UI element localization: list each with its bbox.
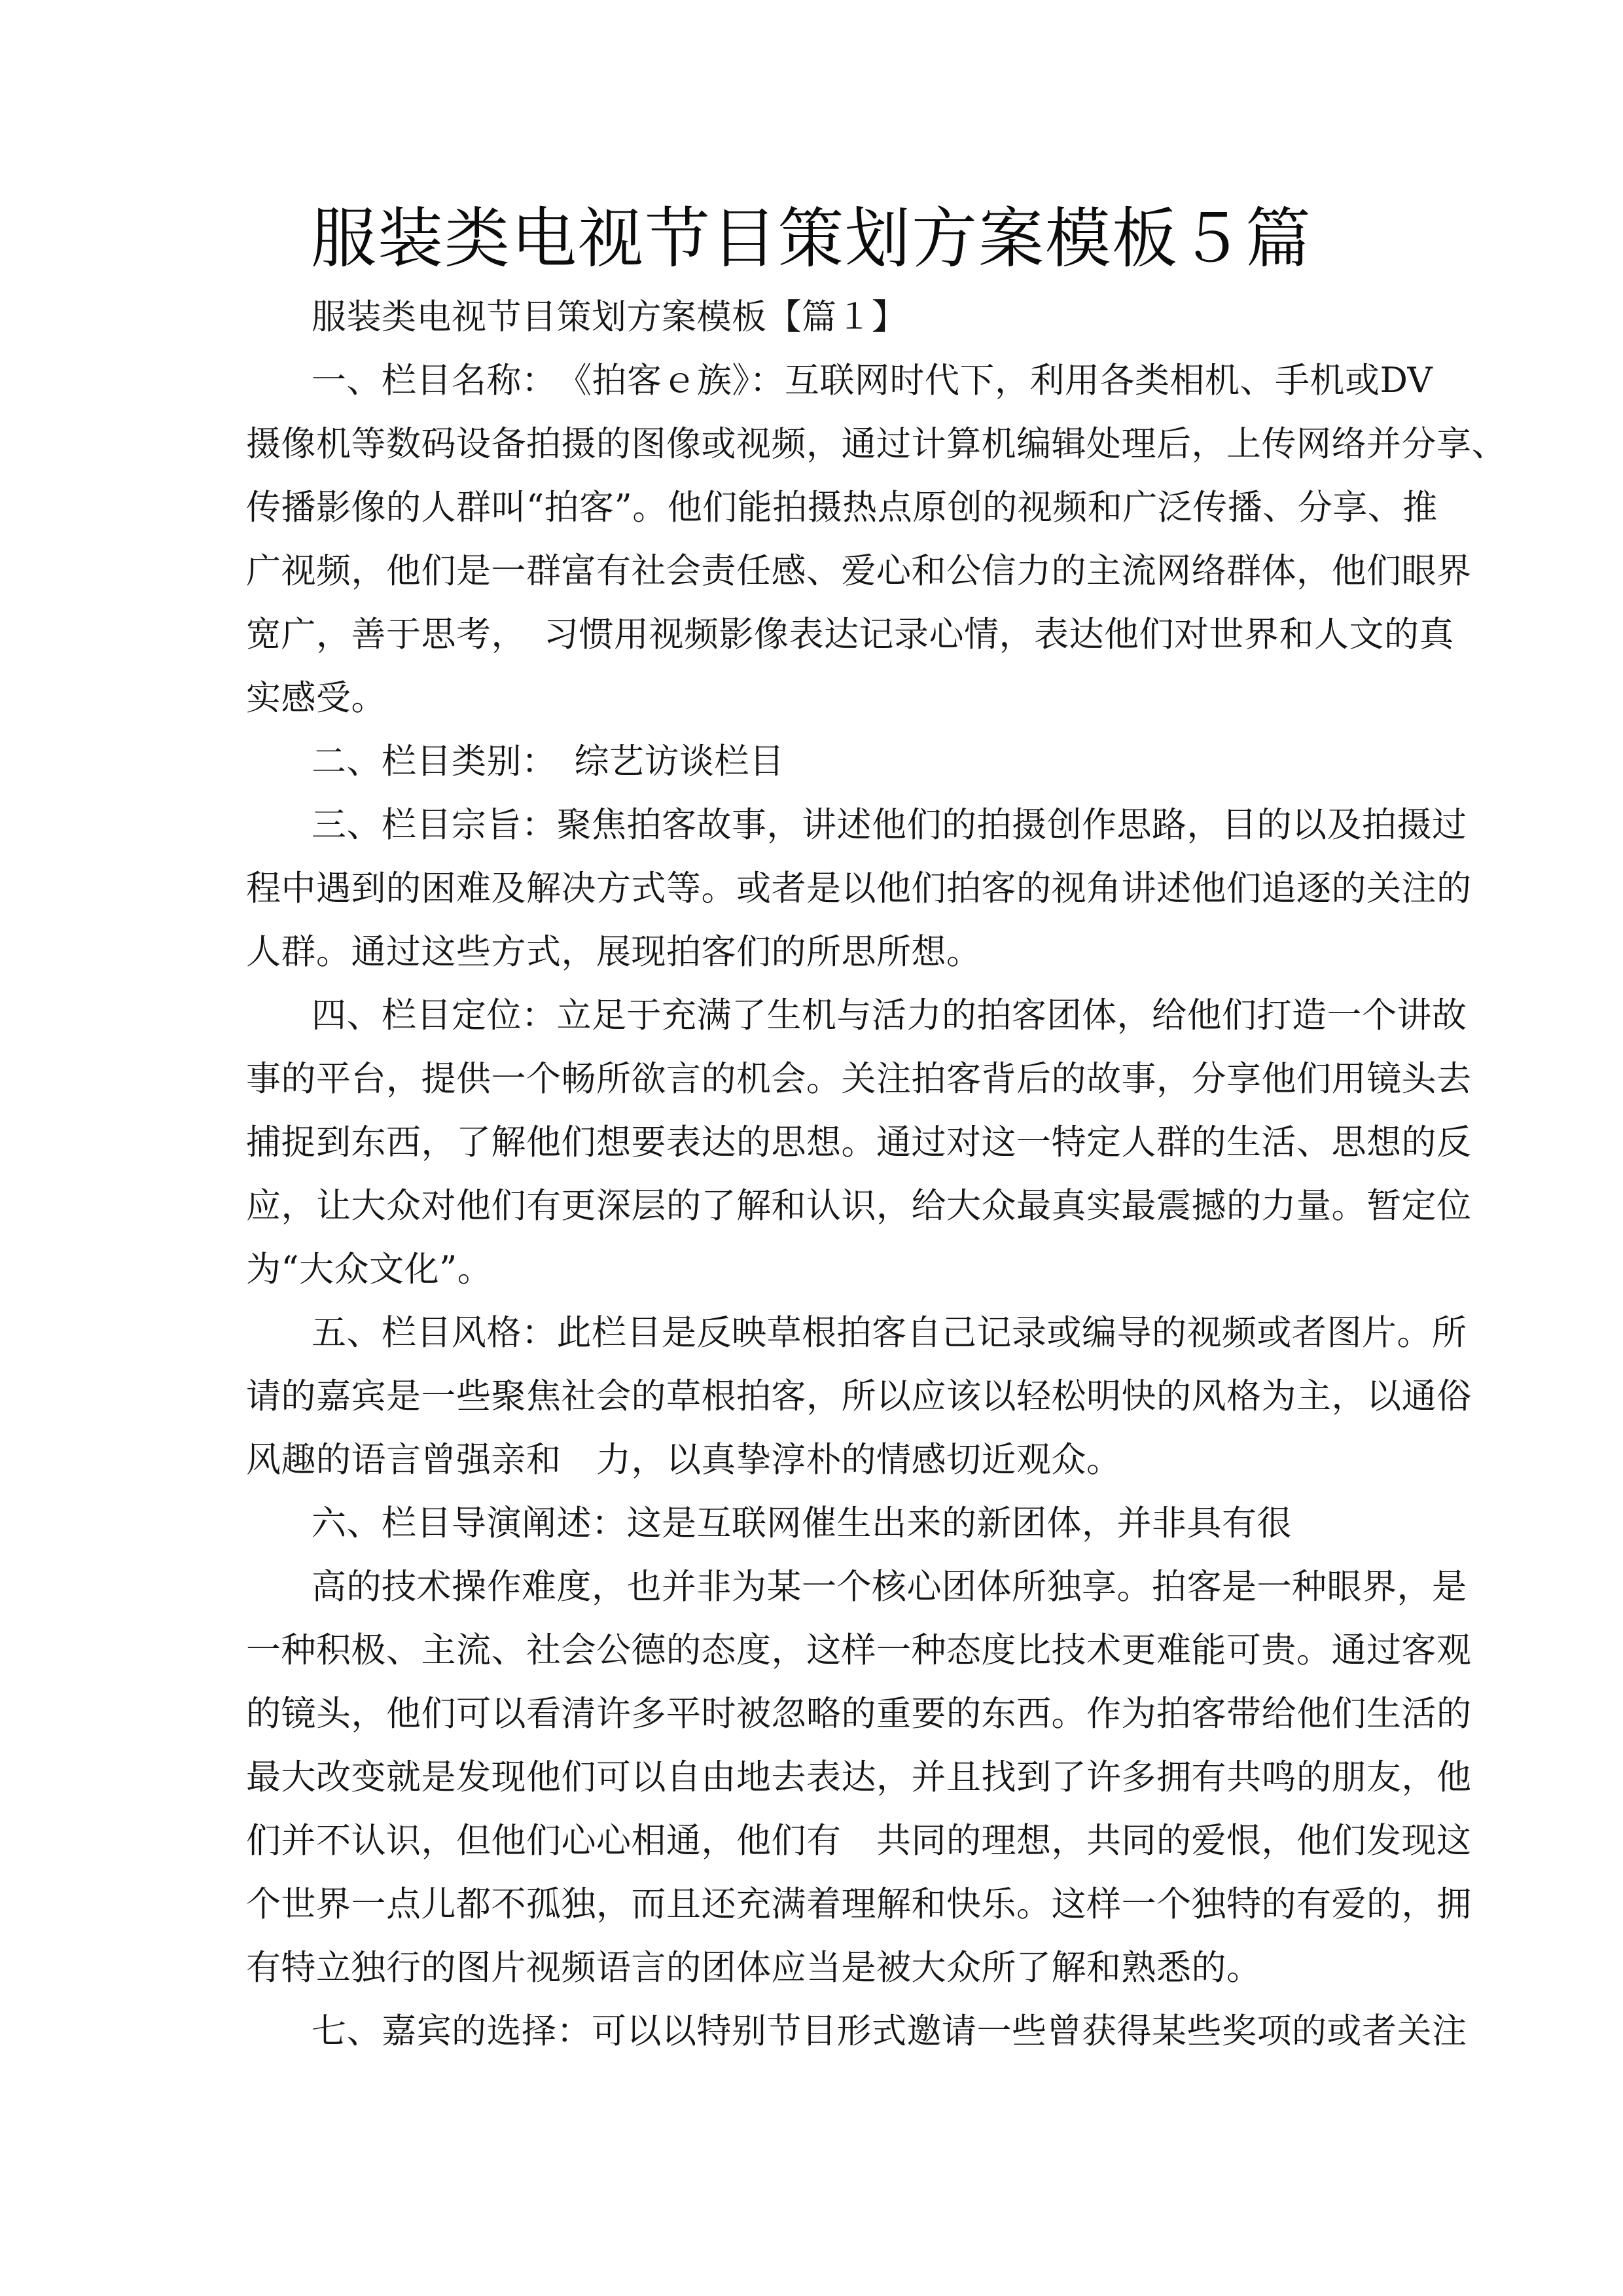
paragraph-line: 的镜头，他们可以看清许多平时被忽略的重要的东西。作为拍客带给他们生活的 [246, 1694, 1472, 1734]
paragraph-line: 有特立独行的图片视频语言的团体应当是被大众所了解和熟悉的。 [246, 1948, 1262, 1988]
paragraph-line: 最大改变就是发现他们可以自由地去表达，并且找到了许多拥有共鸣的朋友，他 [246, 1757, 1472, 1797]
paragraph-line: 五、栏目风格：此栏目是反映草根拍客自己记录或编导的视频或者图片。所 [312, 1313, 1467, 1353]
paragraph-line: 捕捉到东西，了解他们想要表达的思想。通过对这一特定人群的生活、思想的反 [246, 1122, 1472, 1162]
paragraph-line: 四、栏目定位：立足于充满了生机与活力的拍客团体，给他们打造一个讲故 [312, 996, 1467, 1035]
paragraph-line: 广视频，他们是一群富有社会责任感、爱心和公信力的主流网络群体，他们眼界 [246, 551, 1472, 591]
paragraph-line: 传播影像的人群叫“拍客”。他们能拍摄热点原创的视频和广泛传播、分享、推 [246, 488, 1438, 528]
section-director-statement-continued [246, 1555, 1472, 2000]
paragraph-line: 三、栏目宗旨：聚焦拍客故事，讲述他们的拍摄创作思路，目的以及拍摄过 [312, 805, 1467, 845]
section-director-statement [246, 1492, 1378, 1555]
paragraph-line: 七、嘉宾的选择：可以以特别节目形式邀请一些曾获得某些奖项的或者关注 [312, 2011, 1467, 2051]
section-column-positioning [246, 984, 1472, 1301]
paragraph-line: 程中遇到的困难及解决方式等。或者是以他们拍客的视角讲述他们追逐的关注的 [246, 869, 1472, 908]
paragraph-line: 一种积极、主流、社会公德的态度，这样一种态度比技术更难能可贵。通过客观 [246, 1630, 1472, 1670]
section-column-purpose [246, 793, 1472, 984]
section-column-category [246, 730, 1378, 793]
section-guest-selection [246, 2000, 1467, 2063]
paragraph-line: 摄像机等数码设备拍摄的图像或视频，通过计算机编辑处理后，上传网络并分享、 [246, 424, 1507, 464]
document-body [246, 285, 1507, 2063]
paragraph-line: 人群。通过这些方式，展现拍客们的所思所想。 [246, 932, 982, 972]
subtitle: 服装类电视节目策划方案模板【篇１】 [312, 297, 907, 337]
paragraph-line: 事的平台，提供一个畅所欲言的机会。关注拍客背后的故事，分享他们用镜头去 [246, 1059, 1472, 1099]
paragraph-line: 二、栏目类别： 综艺访谈栏目 [312, 742, 785, 781]
section-column-name [246, 349, 1507, 730]
paragraph-line: 个世界一点儿都不孤独，而且还充满着理解和快乐。这样一个独特的有爱的，拥 [246, 1884, 1472, 1924]
paragraph-line: 们并不认识，但他们心心相通，他们有 共同的理想，共同的爱恨，他们发现这 [246, 1821, 1472, 1861]
paragraph-line: 应，让大众对他们有更深层的了解和认识，给大众最真实最震撼的力量。暂定位 [246, 1186, 1472, 1226]
paragraph-line: 请的嘉宾是一些聚焦社会的草根拍客，所以应该以轻松明快的风格为主，以通俗 [246, 1376, 1472, 1416]
paragraph-line: 一、栏目名称： 《拍客ｅ族》：互联网时代下，利用各类相机、手机或DV [312, 361, 1433, 401]
paragraph-line: 风趣的语言曾强亲和 力，以真挚淳朴的情感切近观众。 [246, 1440, 1122, 1480]
paragraph-line: 实感受。 [246, 678, 386, 718]
section-column-style [246, 1301, 1472, 1492]
document-title: 服装类电视节目策划方案模板５篇 [311, 200, 1312, 277]
paragraph-line: 为“大众文化”。 [246, 1249, 493, 1289]
paragraph-line: 宽广，善于思考， 习惯用视频影像表达记录心情，表达他们对世界和人文的真 [246, 615, 1454, 655]
paragraph-line: 高的技术操作难度，也并非为某一个核心团体所独享。拍客是一种眼界，是 [312, 1567, 1467, 1607]
paragraph-line: 六、栏目导演阐述：这是互联网催生出来的新团体，并非具有很 [312, 1503, 1292, 1543]
